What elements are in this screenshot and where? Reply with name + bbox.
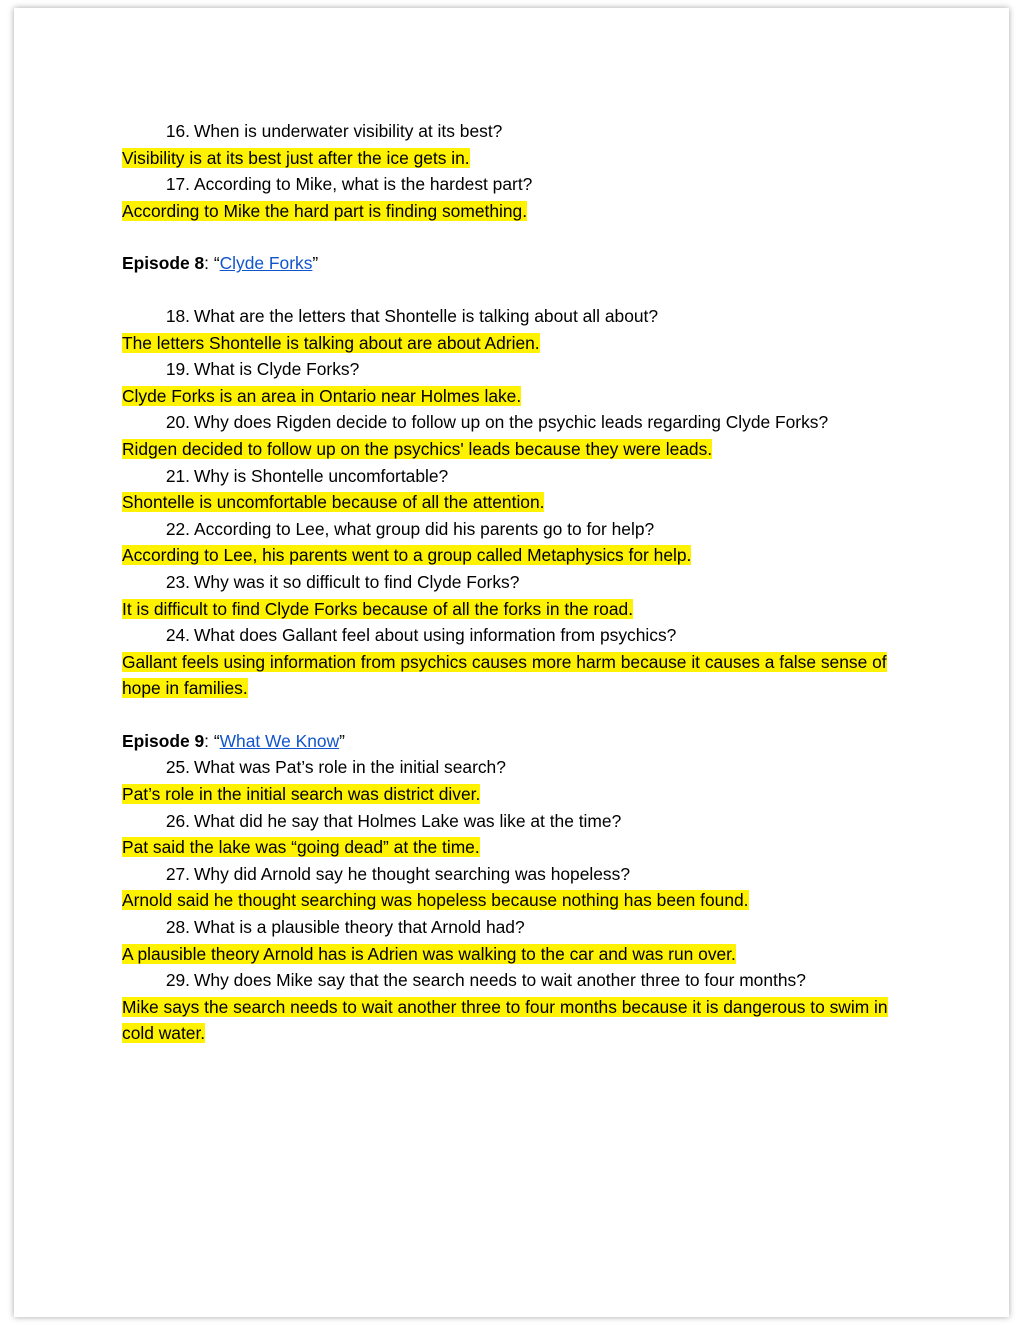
question-item	[122, 808, 912, 835]
question-text: According to Mike, what is the hardest part?	[194, 174, 533, 195]
question-number: 17.	[165, 174, 190, 195]
answer-item	[122, 489, 912, 516]
episode-8-pre: : “	[204, 253, 220, 274]
episode-9-post: ”	[339, 730, 345, 751]
question-number: 23.	[165, 571, 190, 592]
answer-text: Clyde Forks is an area in Ontario near Holmes lake.	[122, 385, 522, 406]
qa-group-episode-8	[122, 303, 912, 702]
question-number: 29.	[165, 970, 190, 991]
question-number: 24.	[165, 625, 190, 646]
answer-text: Ridgen decided to follow up on the psychics' leads because they were leads.	[122, 438, 713, 459]
question-item	[122, 356, 912, 383]
question-text: What are the letters that Shontelle is talking about all about?	[194, 305, 659, 326]
episode-8-link[interactable]: Clyde Forks	[219, 253, 313, 274]
answer-text: Gallant feels using information from psychics causes more harm because it causes a false sense of hope in families.	[122, 651, 887, 699]
answer-item	[122, 145, 912, 172]
answer-text: Visibility is at its best just after the ice gets in.	[122, 147, 470, 168]
question-item	[122, 409, 912, 436]
question-number: 21.	[165, 465, 190, 486]
answer-text: Arnold said he thought searching was hopeless because nothing has been found.	[122, 890, 749, 911]
question-number: 20.	[165, 412, 190, 433]
question-item	[122, 622, 912, 649]
question-text: What is a plausible theory that Arnold had?	[194, 917, 525, 938]
question-text: According to Lee, what group did his parents go to for help?	[194, 518, 655, 539]
question-text: Why does Mike say that the search needs to wait another three to four months?	[194, 970, 806, 991]
answer-item	[122, 198, 912, 225]
question-item	[122, 303, 912, 330]
question-text: Why did Arnold say he thought searching was hopeless?	[194, 863, 630, 884]
question-number: 27.	[165, 863, 190, 884]
question-text: What is Clyde Forks?	[194, 359, 360, 380]
qa-group-episode-9	[122, 754, 912, 1047]
question-item	[122, 754, 912, 781]
question-number: 19.	[165, 359, 190, 380]
spacer	[122, 277, 912, 303]
question-item	[122, 967, 912, 994]
episode-8-post: ”	[312, 253, 319, 274]
episode-9-pre: : “	[204, 730, 220, 751]
question-text: What was Pat’s role in the initial search?	[194, 757, 506, 778]
question-number: 18.	[165, 305, 190, 326]
answer-item	[122, 436, 912, 463]
answer-item	[122, 781, 912, 808]
document-page	[14, 8, 1009, 1317]
answer-item	[122, 542, 912, 569]
answer-item	[122, 887, 912, 914]
answer-text: Shontelle is uncomfortable because of all the attention.	[122, 492, 545, 513]
answer-item	[122, 649, 912, 702]
answer-text: According to Mike the hard part is finding something.	[122, 200, 528, 221]
answer-text: The letters Shontelle is talking about are about Adrien.	[122, 332, 540, 353]
answer-text: A plausible theory Arnold has is Adrien was walking to the car and was run over.	[122, 943, 736, 964]
question-text: What does Gallant feel about using information from psychics?	[194, 625, 677, 646]
question-item	[122, 118, 912, 145]
answer-text: It is difficult to find Clyde Forks because of all the forks in the road.	[122, 598, 634, 619]
answer-item	[122, 383, 912, 410]
question-text: What did he say that Holmes Lake was like at the time?	[194, 810, 622, 831]
question-number: 26.	[165, 810, 190, 831]
answer-item	[122, 941, 912, 968]
question-item	[122, 861, 912, 888]
document-body	[122, 118, 912, 1047]
question-number: 28.	[165, 917, 190, 938]
question-item	[122, 463, 912, 490]
question-number: 25.	[165, 757, 190, 778]
answer-text: Mike says the search needs to wait another three to four months because it is dangerous to swim in cold water.	[122, 996, 888, 1044]
question-item	[122, 171, 912, 198]
question-item	[122, 516, 912, 543]
episode-8-heading	[122, 250, 912, 277]
question-number: 16.	[165, 121, 190, 141]
question-text: Why was it so difficult to find Clyde Forks?	[194, 571, 520, 592]
answer-item	[122, 596, 912, 623]
question-item	[122, 569, 912, 596]
answer-text: Pat’s role in the initial search was district diver.	[122, 784, 481, 805]
answer-text: According to Lee, his parents went to a group called Metaphysics for help.	[122, 545, 692, 566]
episode-8-label: Episode 8	[122, 253, 205, 274]
question-text: Why is Shontelle uncomfortable?	[194, 465, 449, 486]
answer-item	[122, 834, 912, 861]
qa-group-intro	[122, 118, 912, 224]
question-text: When is underwater visibility at its best?	[194, 121, 503, 141]
question-number: 22.	[165, 518, 190, 539]
question-item	[122, 914, 912, 941]
answer-item	[122, 994, 912, 1047]
episode-9-label: Episode 9	[122, 730, 205, 751]
episode-9-link[interactable]: What We Know	[219, 730, 340, 751]
question-text: Why does Rigden decide to follow up on the psychic leads regarding Clyde Forks?	[194, 412, 829, 433]
answer-item	[122, 330, 912, 357]
episode-9-heading	[122, 728, 912, 755]
answer-text: Pat said the lake was “going dead” at the time.	[122, 837, 480, 858]
